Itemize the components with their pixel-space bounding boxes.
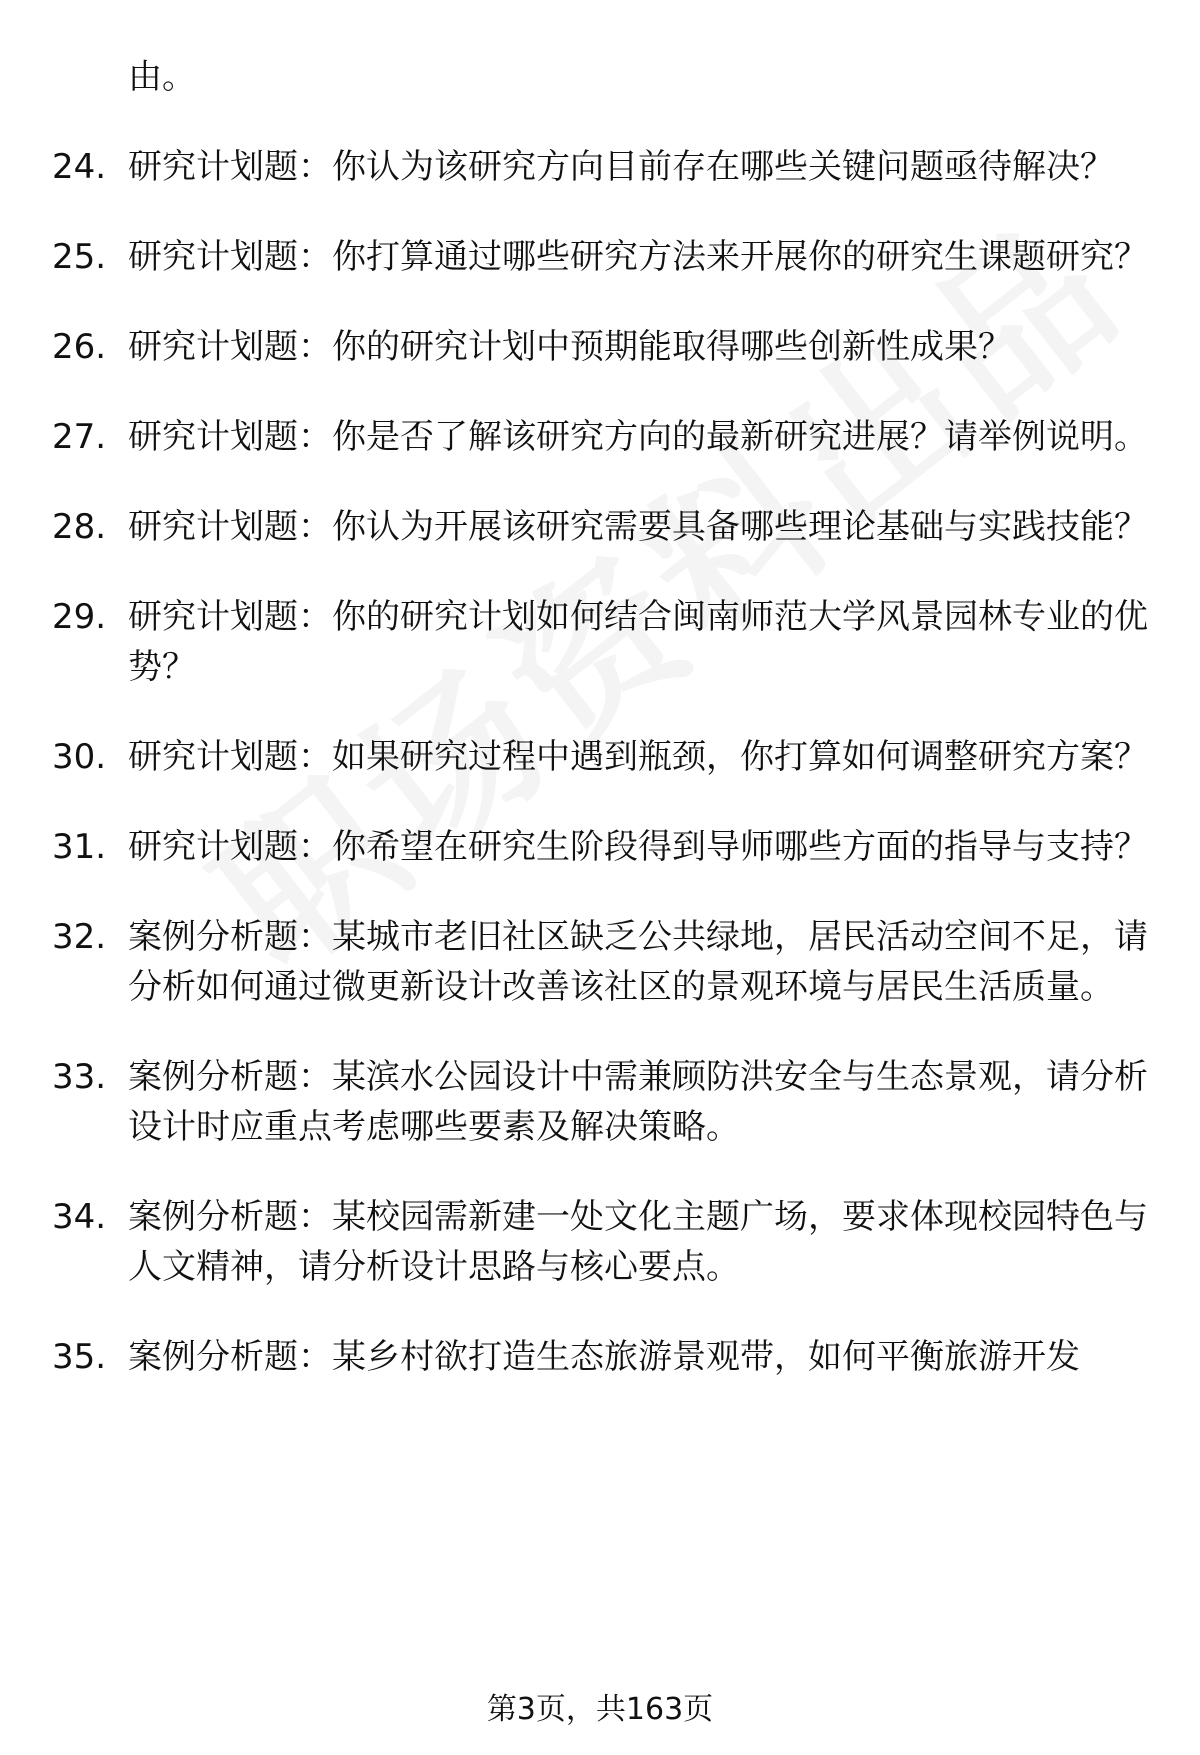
question-number: 30. [52,737,107,777]
question-text: 案例分析题：某校园需新建一处文化主题广场，要求体现校园特色与人文精神，请分析设计思路与核心要点。 [128,1197,1148,1287]
question-text: 研究计划题：你认为开展该研究需要具备哪些理论基础与实践技能？ [128,507,1148,547]
question-item [52,412,1148,462]
question-item [52,142,1148,192]
question-item [52,1052,1148,1152]
question-number: 34. [52,1197,107,1237]
question-number: 35. [52,1337,107,1377]
question-text: 研究计划题：你希望在研究生阶段得到导师哪些方面的指导与支持？ [128,827,1148,867]
question-item [52,912,1148,1012]
question-item [52,1192,1148,1292]
question-text: 研究计划题：如果研究过程中遇到瓶颈，你打算如何调整研究方案？ [128,737,1148,777]
question-number: 27. [52,417,107,457]
question-number: 26. [52,327,107,367]
question-text: 研究计划题：你认为该研究方向目前存在哪些关键问题亟待解决？ [128,147,1114,187]
question-number: 31. [52,827,107,867]
question-item [52,592,1148,692]
question-item [52,502,1148,552]
question-number: 29. [52,597,107,637]
question-text: 案例分析题：某滨水公园设计中需兼顾防洪安全与生态景观，请分析设计时应重点考虑哪些要素及解决策略。 [128,1057,1148,1147]
question-text: 案例分析题：某乡村欲打造生态旅游景观带，如何平衡旅游开发 [128,1337,1080,1377]
question-text: 研究计划题：你打算通过哪些研究方法来开展你的研究生课题研究？ [128,237,1148,277]
question-item [52,1332,1148,1382]
page-footer: 第3页，共163页 [486,1692,714,1727]
question-number: 24. [52,147,107,187]
question-item [52,732,1148,782]
question-list [52,52,1148,1382]
question-text: 研究计划题：你的研究计划如何结合闽南师范大学风景园林专业的优势？ [128,597,1148,687]
question-text: 案例分析题：某城市老旧社区缺乏公共绿地，居民活动空间不足，请分析如何通过微更新设计改善该社区的景观环境与居民生活质量。 [128,917,1148,1007]
continuation-text: 由。 [128,57,196,97]
question-text: 研究计划题：你是否了解该研究方向的最新研究进展？请举例说明。 [128,417,1148,457]
question-item [52,822,1148,872]
question-number: 32. [52,917,107,957]
question-item [52,232,1148,282]
question-number: 33. [52,1057,107,1097]
question-number: 25. [52,237,107,277]
question-item [52,322,1148,372]
question-number: 28. [52,507,107,547]
question-text: 研究计划题：你的研究计划中预期能取得哪些创新性成果？ [128,327,1012,367]
